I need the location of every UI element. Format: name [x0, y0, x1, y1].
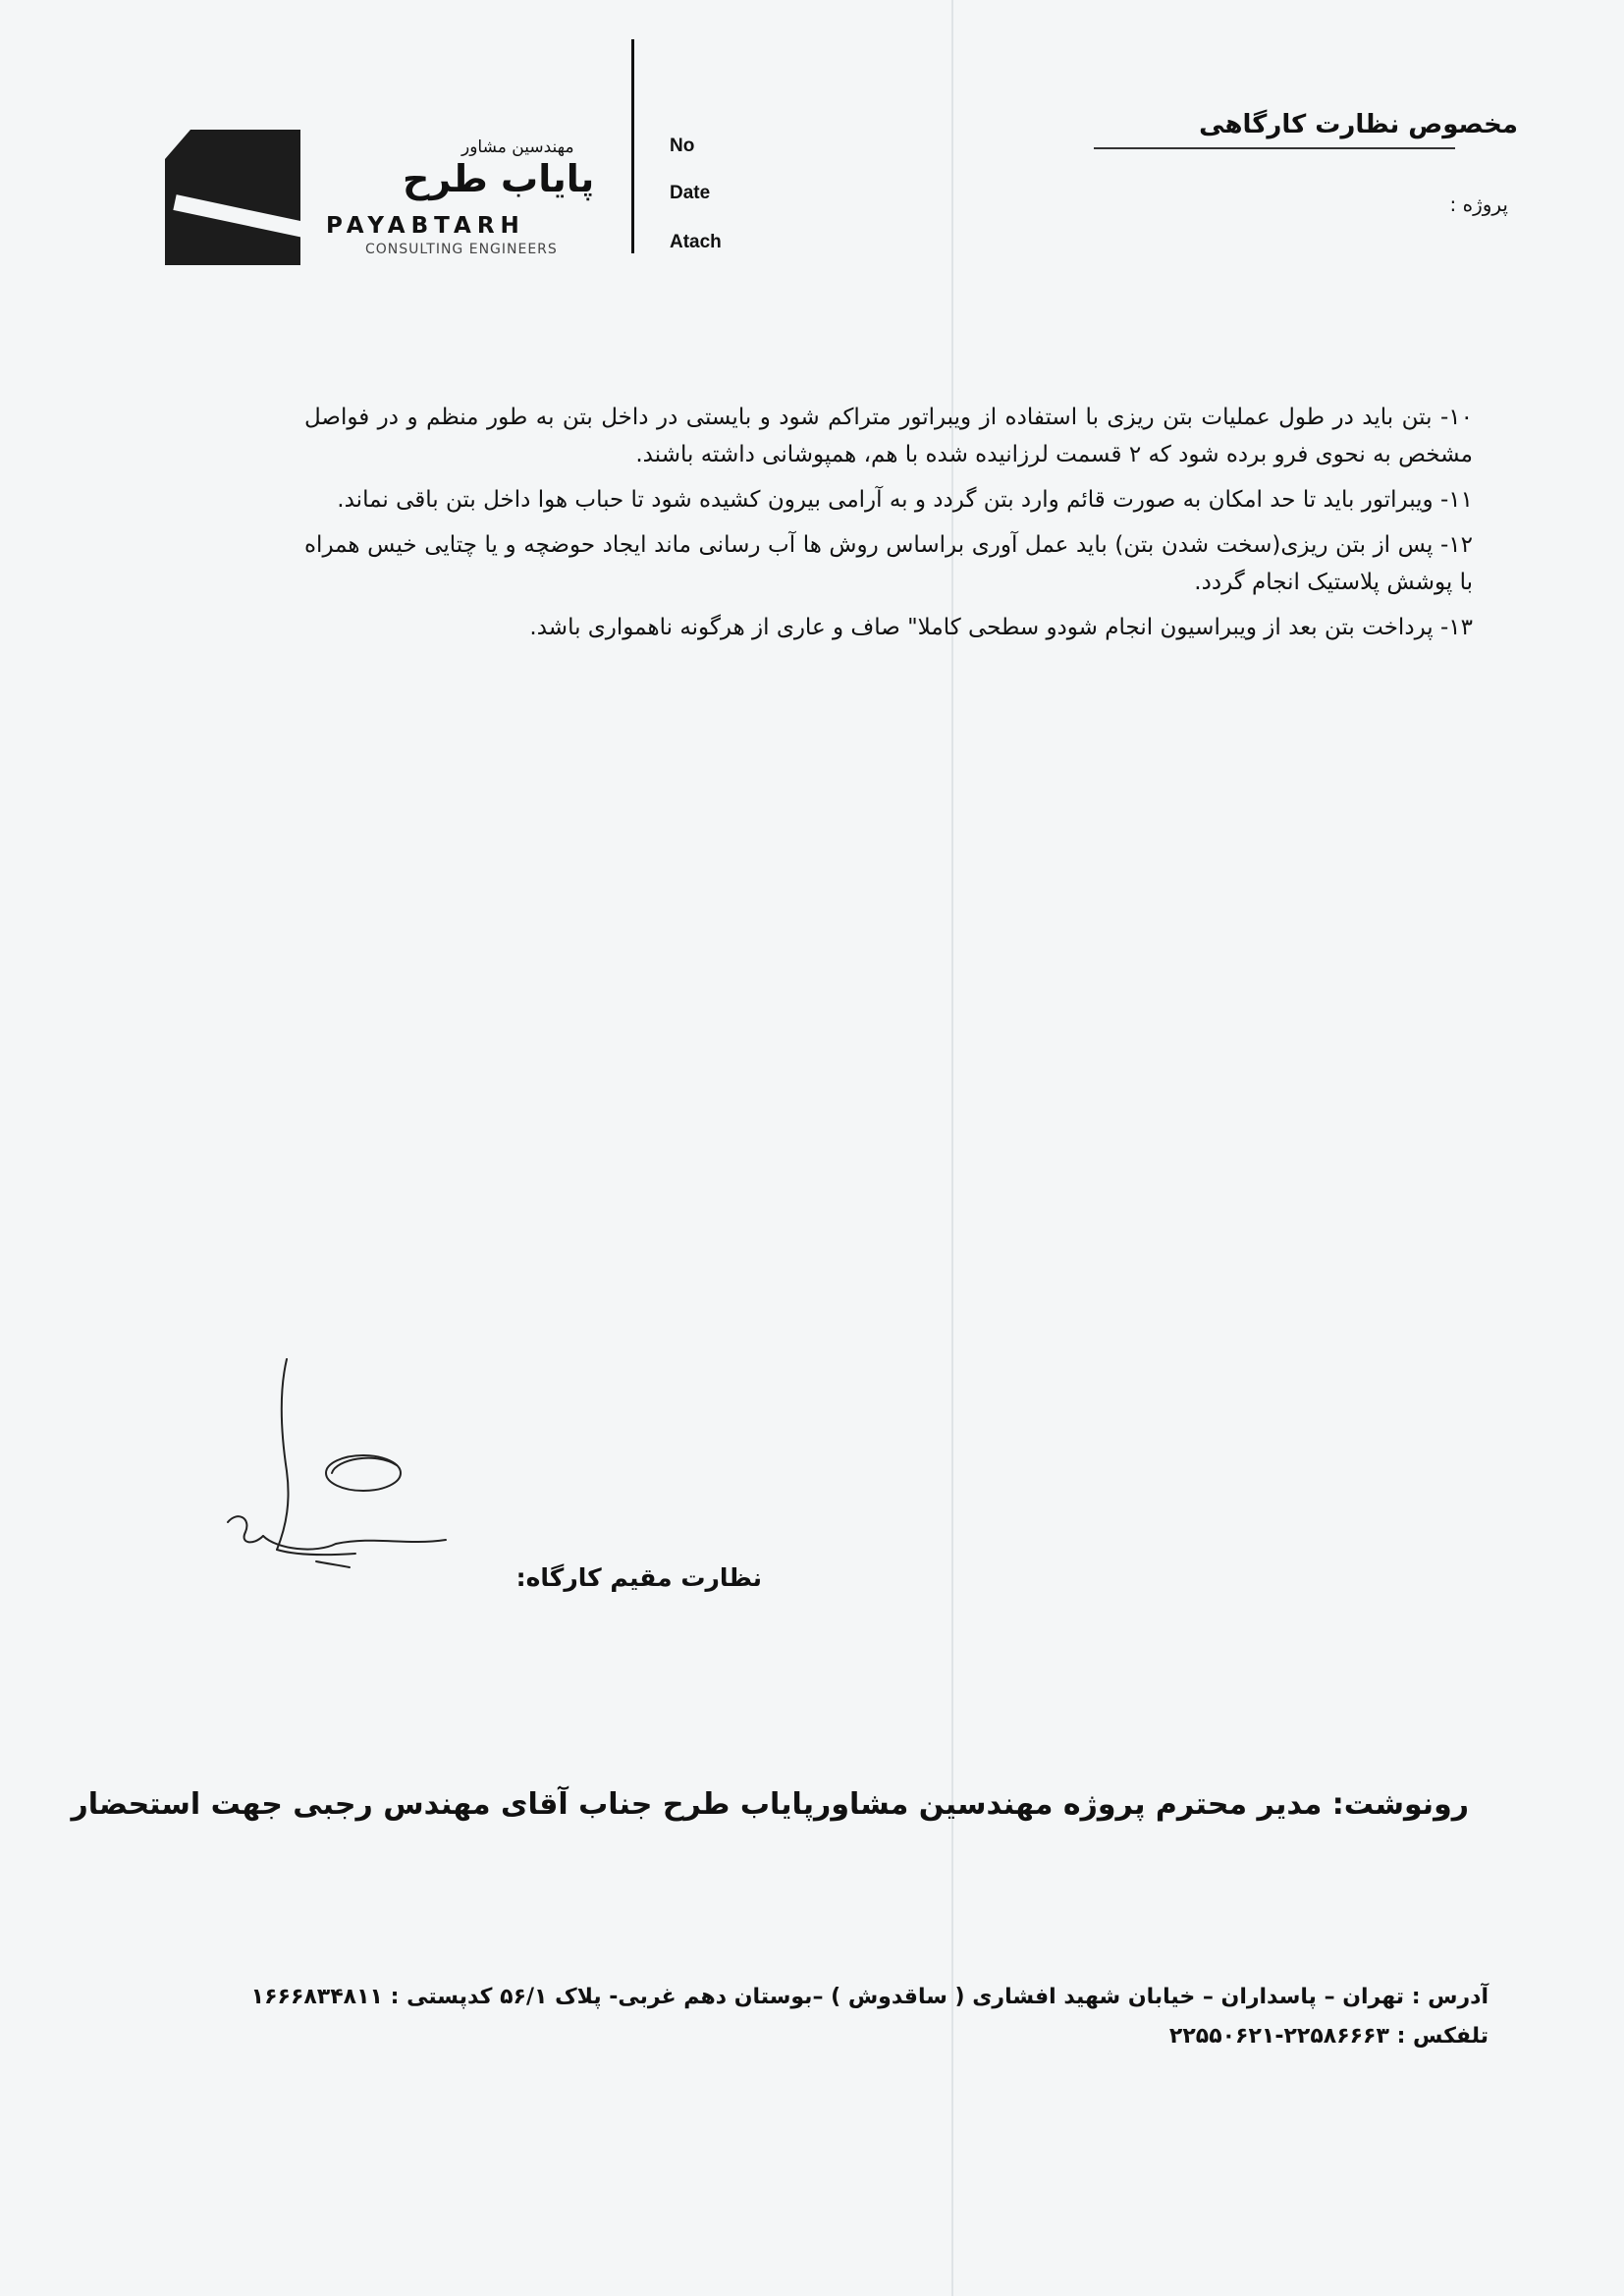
meta-no-label: No — [670, 136, 695, 156]
paper-fold-line — [951, 0, 953, 2296]
footer-contact — [250, 1978, 1489, 2056]
footer-address: آدرس : تهران – پاسداران – خیابان شهید افشاری ( ساقدوش ) –بوستان دهم غربی- پلاک ۵۶/۱ کدپستی : ۱۶۶۶۸۳۴۸۱۱ — [250, 1985, 1489, 2009]
firm-subtitle: CONSULTING ENGINEERS — [365, 242, 558, 257]
payabtarh-logo-icon — [165, 130, 300, 265]
letterhead-divider — [631, 39, 634, 253]
cc-line: رونوشت: مدیر محترم پروژه مهندسین مشاورپایاب طرح جناب آقای مهندس رجبی جهت استحضار — [71, 1787, 1469, 1822]
meta-date-label: Date — [670, 183, 711, 203]
firm-name-fa: پایاب طرح — [403, 157, 595, 200]
firm-name-en: PAYABTARH — [326, 213, 525, 239]
instruction-item-11: ۱۱- ویبراتور باید تا حد امکان به صورت قائم وارد بتن گردد و به آرامی بیرون کشیده شود تا حباب هوا داخل بتن باقی نماند. — [337, 487, 1473, 513]
header-underline — [1094, 147, 1455, 149]
header-title: مخصوص نظارت کارگاهی — [1199, 110, 1518, 139]
instruction-item-10: ۱۰- بتن باید در طول عملیات بتن ریزی با استفاده از ویبراتور متراکم شود و بایستی در داخل بتن به طور منظم و در فواصل مشخص به نحوی فرو برده شود که ۲ قسمت لرزانیده شده با هم، همپوشانی داشته باشند. — [304, 405, 1473, 467]
project-label: پروژه : — [1449, 192, 1508, 216]
instruction-item-13: ۱۳- پرداخت بتن بعد از ویبراسیون انجام شودو سطحی کاملا" صاف و عاری از هرگونه ناهمواری باشد. — [529, 615, 1473, 640]
instruction-item-12: ۱۲- پس از بتن ریزی(سخت شدن بتن) باید عمل آوری براساس روش ها آب رسانی ماند ایجاد حوضچه و یا چتایی خیس همراه با پوشش پلاستیک انجام گردد. — [304, 532, 1473, 595]
meta-attach-label: Atach — [670, 232, 722, 252]
firm-type-label: مهندسین مشاور — [461, 137, 574, 157]
handwritten-signature — [218, 1353, 463, 1609]
signature-label: نظارت مقیم کارگاه: — [515, 1563, 762, 1592]
footer-phone: تلفکس : ۲۲۵۸۶۶۶۳-۲۲۵۵۰۶۲۱ — [1168, 2024, 1489, 2049]
instructions-body — [304, 399, 1473, 654]
